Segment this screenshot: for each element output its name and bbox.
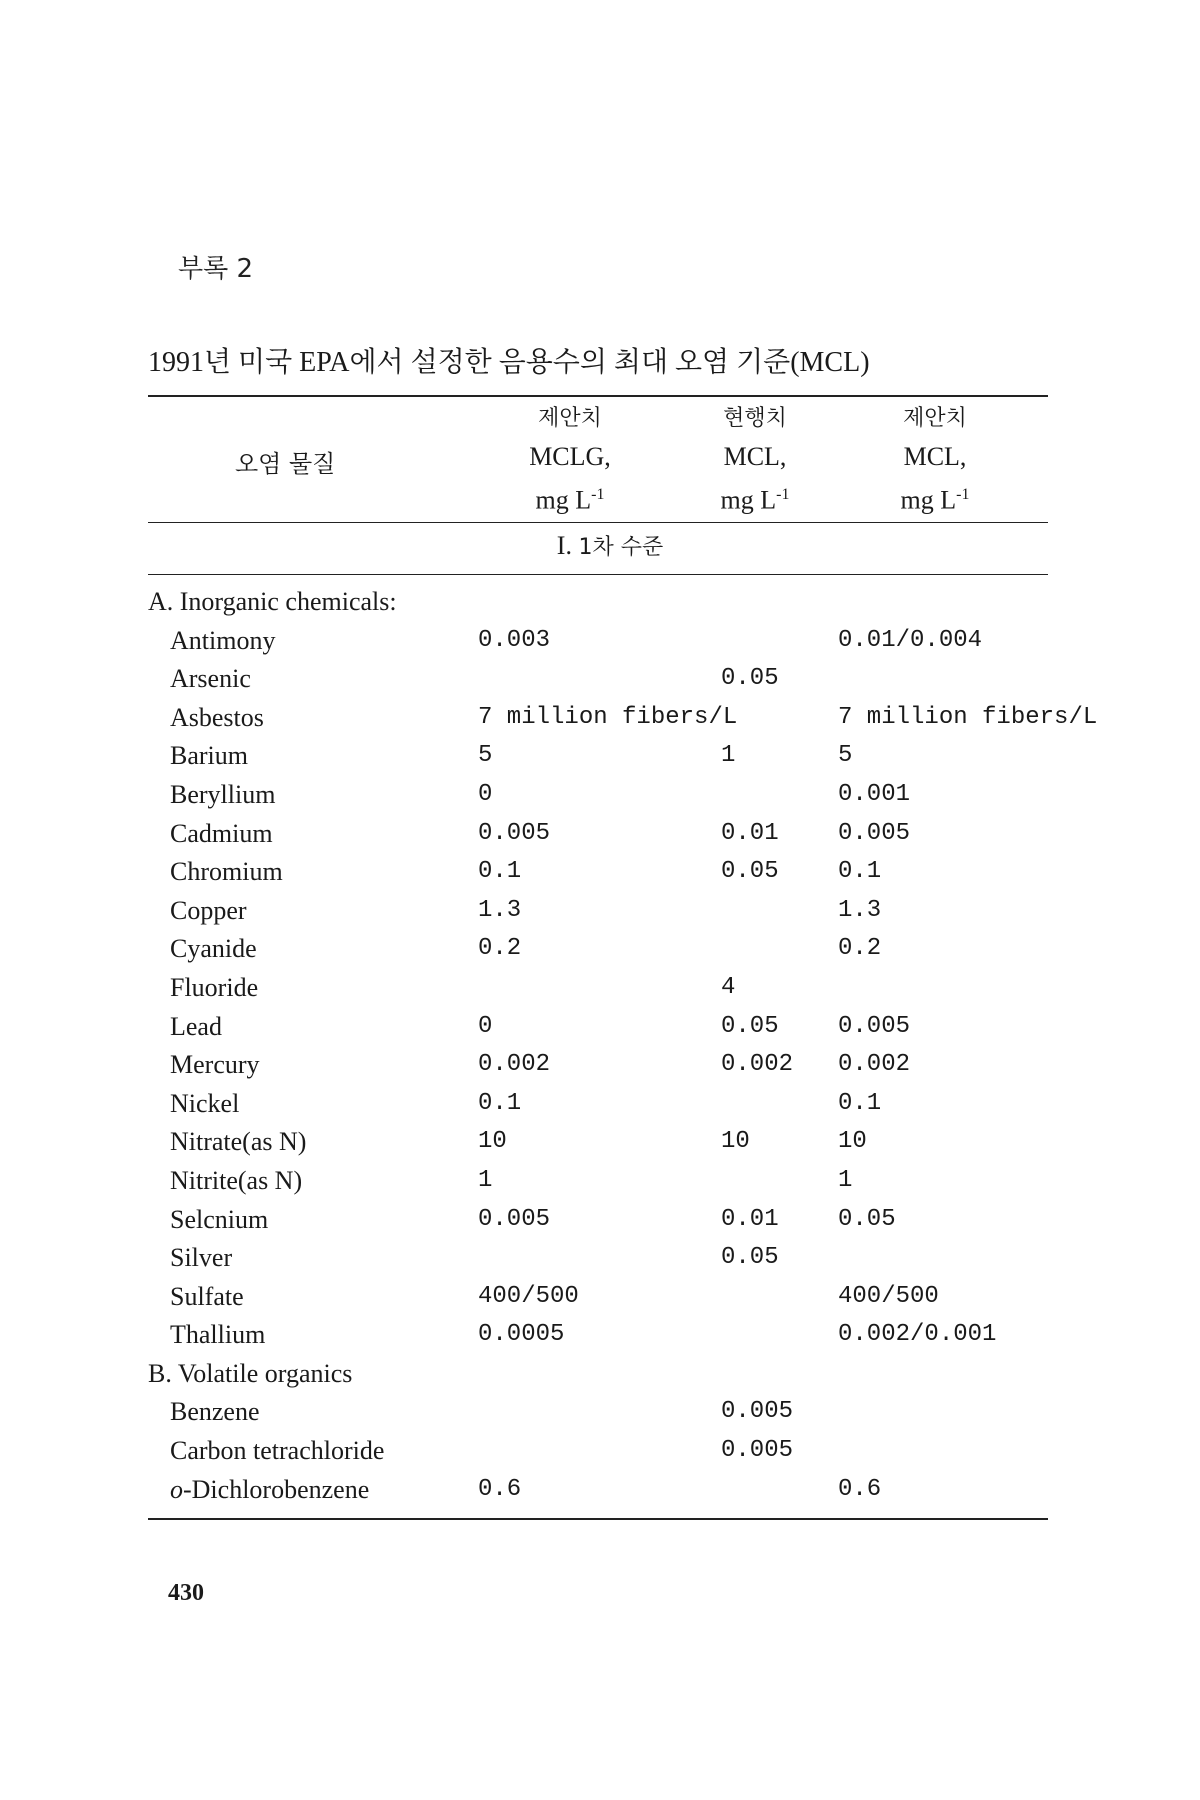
header-col1-unit — [470, 476, 670, 520]
row-value-c2: 0.05 — [721, 665, 779, 693]
table-row — [148, 1471, 1048, 1510]
row-name: Cadmium — [170, 818, 273, 848]
table-row — [148, 969, 1048, 1008]
row-value-c1: 400/500 — [478, 1282, 579, 1310]
row-name: Nitrate(as N) — [170, 1127, 307, 1157]
table-row — [148, 1046, 1048, 1085]
row-value-c2: 0.01 — [721, 819, 779, 847]
table-row — [148, 1393, 1048, 1432]
row-value-c2: 1 — [721, 742, 736, 770]
row-value-c1: 1.3 — [478, 896, 522, 924]
row-value-c2: 0.05 — [721, 1244, 779, 1272]
header-col3-status: 제안치 — [903, 406, 967, 431]
row-value-c3: 10 — [838, 1128, 867, 1156]
row-name: Nitrite(as N) — [170, 1165, 303, 1195]
row-value-c3: 0.05 — [838, 1205, 896, 1233]
table-row — [148, 815, 1048, 854]
row-value-c3: 0.2 — [838, 935, 882, 963]
row-value-c1: 7 million fibers/L — [478, 703, 738, 731]
header-col1-name: MCLG, — [529, 442, 611, 471]
row-name: Lead — [170, 1011, 222, 1041]
header-col2-unit-exp: -1 — [776, 486, 790, 503]
table-row — [148, 1085, 1048, 1124]
table-row — [148, 1123, 1048, 1162]
top-rule — [148, 395, 1048, 397]
table-row — [148, 1201, 1048, 1240]
row-value-c2: 0.005 — [721, 1398, 794, 1426]
header-col3-name: MCL, — [903, 442, 967, 471]
table-row — [148, 853, 1048, 892]
row-value-c3: 0.005 — [838, 819, 911, 847]
row-value-c2: 10 — [721, 1128, 750, 1156]
table-row — [148, 660, 1048, 699]
row-value-c1: 0.003 — [478, 626, 551, 654]
table-row — [148, 1432, 1048, 1471]
row-value-c1: 5 — [478, 742, 493, 770]
row-name: Asbestos — [170, 702, 264, 732]
table-row — [148, 1278, 1048, 1317]
header-col3-unit-text: mg L — [900, 485, 957, 515]
level-rule — [148, 574, 1048, 575]
row-name: Nickel — [170, 1088, 240, 1118]
level-heading — [510, 530, 710, 561]
row-name: Cyanide — [170, 934, 257, 964]
row-value-c2: 0.005 — [721, 1437, 794, 1465]
table-row — [148, 930, 1048, 969]
row-value-c1: 0.002 — [478, 1051, 551, 1079]
header-col2 — [655, 400, 855, 520]
table-row — [148, 583, 1048, 622]
row-value-c1: 0.005 — [478, 819, 551, 847]
row-value-c2: 4 — [721, 973, 736, 1001]
table-row — [148, 622, 1048, 661]
row-name: Thallium — [170, 1320, 266, 1350]
header-col3 — [835, 400, 1035, 520]
header-rule — [148, 522, 1048, 523]
row-value-c2: 0.05 — [721, 858, 779, 886]
appendix-label: 부록 2 — [178, 254, 254, 284]
row-name: A. Inorganic chemicals: — [148, 587, 397, 616]
level-roman: I. — [556, 531, 572, 560]
header-col3-unit — [835, 476, 1035, 520]
table-row — [148, 1355, 1048, 1394]
row-name: B. Volatile organics — [148, 1358, 353, 1388]
row-value-c3: 0.001 — [838, 780, 911, 808]
header-col1-status: 제안치 — [538, 406, 602, 431]
row-name: Antimony — [170, 625, 276, 655]
table-row — [148, 1239, 1048, 1278]
row-value-c3: 1.3 — [838, 896, 882, 924]
header-col2-unit — [655, 476, 855, 520]
table-row — [148, 1162, 1048, 1201]
row-value-c1: 0 — [478, 780, 493, 808]
header-col2-status: 현행치 — [723, 406, 787, 431]
row-value-c3: 400/500 — [838, 1282, 939, 1310]
header-pollutant: 오염 물질 — [235, 450, 336, 478]
row-value-c2: 0.01 — [721, 1205, 779, 1233]
row-value-c2: 0.05 — [721, 1012, 779, 1040]
row-name: Carbon tetrachloride — [170, 1436, 385, 1466]
header-col2-unit-text: mg L — [720, 485, 777, 515]
row-value-c3: 0.6 — [838, 1475, 882, 1503]
table-title: 1991년 미국 EPA에서 설정한 음용수의 최대 오염 기준(MCL) — [148, 347, 870, 378]
row-name: Barium — [170, 741, 248, 771]
row-name: Mercury — [170, 1050, 260, 1080]
row-value-c2: 0.002 — [721, 1051, 794, 1079]
table-row — [148, 737, 1048, 776]
header-col1 — [470, 400, 670, 520]
bottom-rule — [148, 1518, 1048, 1520]
header-col2-name: MCL, — [723, 442, 787, 471]
row-name: Benzene — [170, 1397, 260, 1427]
row-name: Chromium — [170, 857, 283, 887]
row-name: Fluoride — [170, 972, 259, 1002]
row-value-c3: 0.002/0.001 — [838, 1321, 997, 1349]
row-name: Selcnium — [170, 1204, 269, 1234]
header-col3-unit-exp: -1 — [956, 486, 970, 503]
row-name-prefix: o — [170, 1474, 183, 1504]
row-value-c1: 0.1 — [478, 1089, 522, 1117]
row-name-text: -Dichlorobenzene — [183, 1474, 370, 1504]
row-value-c3: 0.01/0.004 — [838, 626, 983, 654]
row-value-c3: 5 — [838, 742, 853, 770]
row-name: Sulfate — [170, 1281, 244, 1311]
row-value-c3: 0.005 — [838, 1012, 911, 1040]
row-value-c1: 1 — [478, 1166, 493, 1194]
row-name: Beryllium — [170, 779, 276, 809]
row-value-c3: 7 million fibers/L — [838, 703, 1098, 731]
row-value-c3: 1 — [838, 1166, 853, 1194]
row-value-c3: 0.1 — [838, 858, 882, 886]
row-value-c1: 0.005 — [478, 1205, 551, 1233]
page-number: 430 — [168, 1580, 204, 1606]
row-value-c3: 0.1 — [838, 1089, 882, 1117]
row-value-c1: 0 — [478, 1012, 493, 1040]
table-body — [148, 583, 1098, 1509]
row-value-c1: 0.2 — [478, 935, 522, 963]
table-row — [148, 1008, 1048, 1047]
table-row — [148, 699, 1098, 738]
header-col1-unit-exp: -1 — [591, 486, 605, 503]
row-name: Copper — [170, 895, 247, 925]
row-value-c1: 0.6 — [478, 1475, 522, 1503]
level-text: 1차 수준 — [578, 535, 664, 560]
table-row — [148, 892, 1048, 931]
header-col1-unit-text: mg L — [535, 485, 592, 515]
row-value-c1: 10 — [478, 1128, 507, 1156]
table-row — [148, 776, 1048, 815]
row-name: Silver — [170, 1243, 233, 1273]
row-value-c1: 0.1 — [478, 858, 522, 886]
row-value-c1: 0.0005 — [478, 1321, 565, 1349]
row-name: Arsenic — [170, 664, 251, 694]
row-value-c3: 0.002 — [838, 1051, 911, 1079]
row-name — [170, 1471, 369, 1510]
table-row — [148, 1316, 1048, 1355]
